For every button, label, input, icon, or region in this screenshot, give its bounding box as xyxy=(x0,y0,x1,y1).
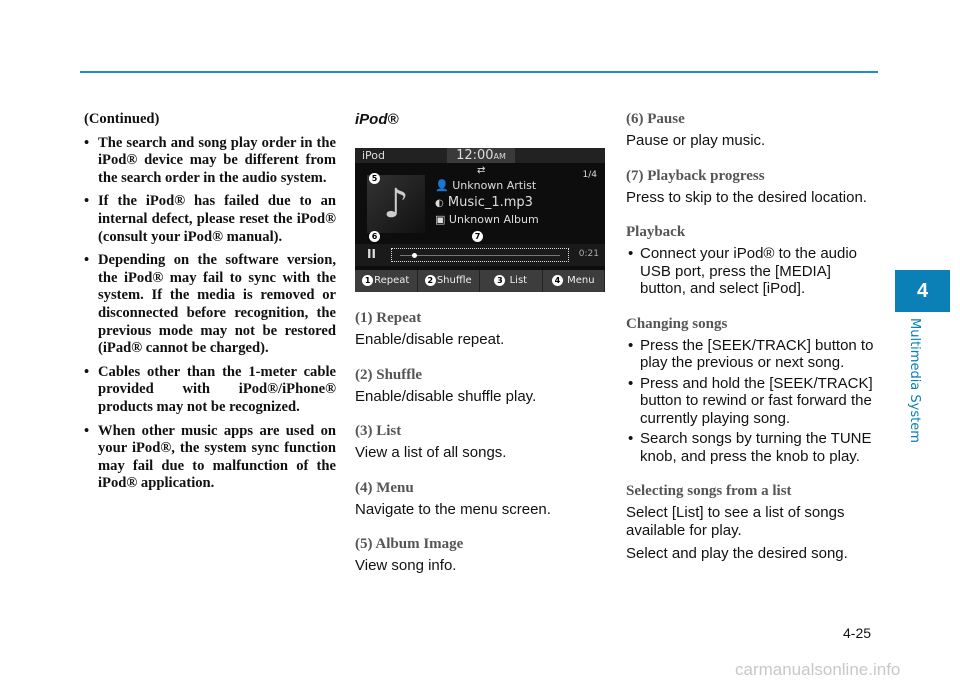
callout-6: 6 xyxy=(369,231,380,242)
section-title: (6) Pause xyxy=(626,111,685,127)
chapter-tab: 4 xyxy=(895,270,950,312)
pause-icon: II xyxy=(367,247,376,261)
header-rule xyxy=(80,71,878,73)
list-button: 3 List xyxy=(480,270,543,292)
album-art: ♪ xyxy=(367,175,425,233)
track-count: 1/4 xyxy=(582,170,597,180)
note-item: • The search and song play order in the iPod® device may be different from the search order in the audio system. xyxy=(84,135,336,188)
note-item: • When other music apps are used on your iPod®, the system sync function may fail due to malfunction of the iPod® application. xyxy=(84,423,336,493)
shuffle-button: 2 Shuffle xyxy=(418,270,481,292)
album-row xyxy=(435,213,539,226)
page-number: 4-25 xyxy=(843,625,872,641)
list-item: • Connect your iPod® to the audio USB port, press the [MEDIA] button, and select [iPod]. xyxy=(626,245,878,298)
section-text: Pause or play music. xyxy=(626,132,766,149)
progress-area xyxy=(355,244,605,266)
clock xyxy=(447,148,515,163)
clock-ampm: AM xyxy=(493,152,506,161)
repeat-icon: ⇄ xyxy=(477,165,486,176)
section-text: View song info. xyxy=(355,557,457,574)
notes-list xyxy=(84,135,336,493)
middle-column xyxy=(355,111,607,593)
menu-button: 4 Menu xyxy=(543,270,606,292)
section-title: Changing songs xyxy=(626,315,728,332)
list-item: • Press and hold the [SEEK/TRACK] button to rewind or fast forward the currently playing song. xyxy=(626,375,878,428)
list-item: • Press the [SEEK/TRACK] button to play the previous or next song. xyxy=(626,337,878,372)
progress-bar xyxy=(391,248,569,262)
section-text: Navigate to the menu screen. xyxy=(355,500,551,518)
section-title: Playback xyxy=(626,224,686,240)
left-column xyxy=(84,111,336,499)
section-title: (7) Playback progress xyxy=(626,167,765,184)
section-title: Selecting songs from a list xyxy=(626,483,792,499)
section-title: (2) Shuffle xyxy=(355,366,423,383)
album-name: Unknown Album xyxy=(448,213,539,226)
screen-title: iPod xyxy=(362,149,386,162)
clock-time: 12:00 xyxy=(456,148,494,163)
elapsed-time: 0:21 xyxy=(578,249,599,259)
repeat-button: 1 Repeat xyxy=(355,270,418,292)
artist-icon: 👤 xyxy=(435,179,449,192)
section-text: Enable/disable shuffle play. xyxy=(355,387,537,405)
watermark: carmanualsonline.info xyxy=(735,660,901,679)
section-title: (1) Repeat xyxy=(355,310,422,326)
section-text: Select and play the desired song. xyxy=(626,545,848,562)
progress-handle xyxy=(412,253,417,258)
right-column xyxy=(626,111,878,581)
artist-name: Unknown Artist xyxy=(452,179,537,192)
note-item: • Cables other than the 1-meter cable provided with iPod®/iPhone® products may not be recognized. xyxy=(84,364,336,417)
song-row xyxy=(435,195,533,210)
section-title: (3) List xyxy=(355,423,402,439)
section-text: Enable/disable repeat. xyxy=(355,331,505,348)
artist-row xyxy=(435,179,536,192)
playback-list xyxy=(626,245,878,298)
screen-buttons xyxy=(355,270,605,292)
song-name: Music_1.mp3 xyxy=(447,195,533,210)
album-icon: ▣ xyxy=(435,213,446,226)
section-heading: iPod® xyxy=(355,111,399,128)
ipod-screen-image xyxy=(355,148,605,292)
callout-7: 7 xyxy=(472,231,483,242)
song-icon: ◐ xyxy=(435,198,444,209)
section-title: (5) Album Image xyxy=(355,536,464,552)
callout-5: 5 xyxy=(369,173,380,184)
continued-label: (Continued) xyxy=(84,111,160,127)
note-item: • Depending on the software version, the iPod® may fail to sync with the system. If the media is removed or disconnected before recognition, the previous mode may not be restored (iPad® cannot be charged). xyxy=(84,252,336,358)
section-title: (4) Menu xyxy=(355,479,414,496)
chapter-title: Multimedia System xyxy=(907,318,922,443)
note-item: • If the iPod® has failed due to an internal defect, please reset the iPod® (consult your iPod® manual). xyxy=(84,193,336,246)
section-text: View a list of all songs. xyxy=(355,444,507,461)
list-item: • Search songs by turning the TUNE knob, and press the knob to play. xyxy=(626,430,878,465)
changing-list xyxy=(626,337,878,466)
section-text: Press to skip to the desired location. xyxy=(626,188,867,206)
section-text: Select [List] to see a list of songs available for play. xyxy=(626,504,845,539)
